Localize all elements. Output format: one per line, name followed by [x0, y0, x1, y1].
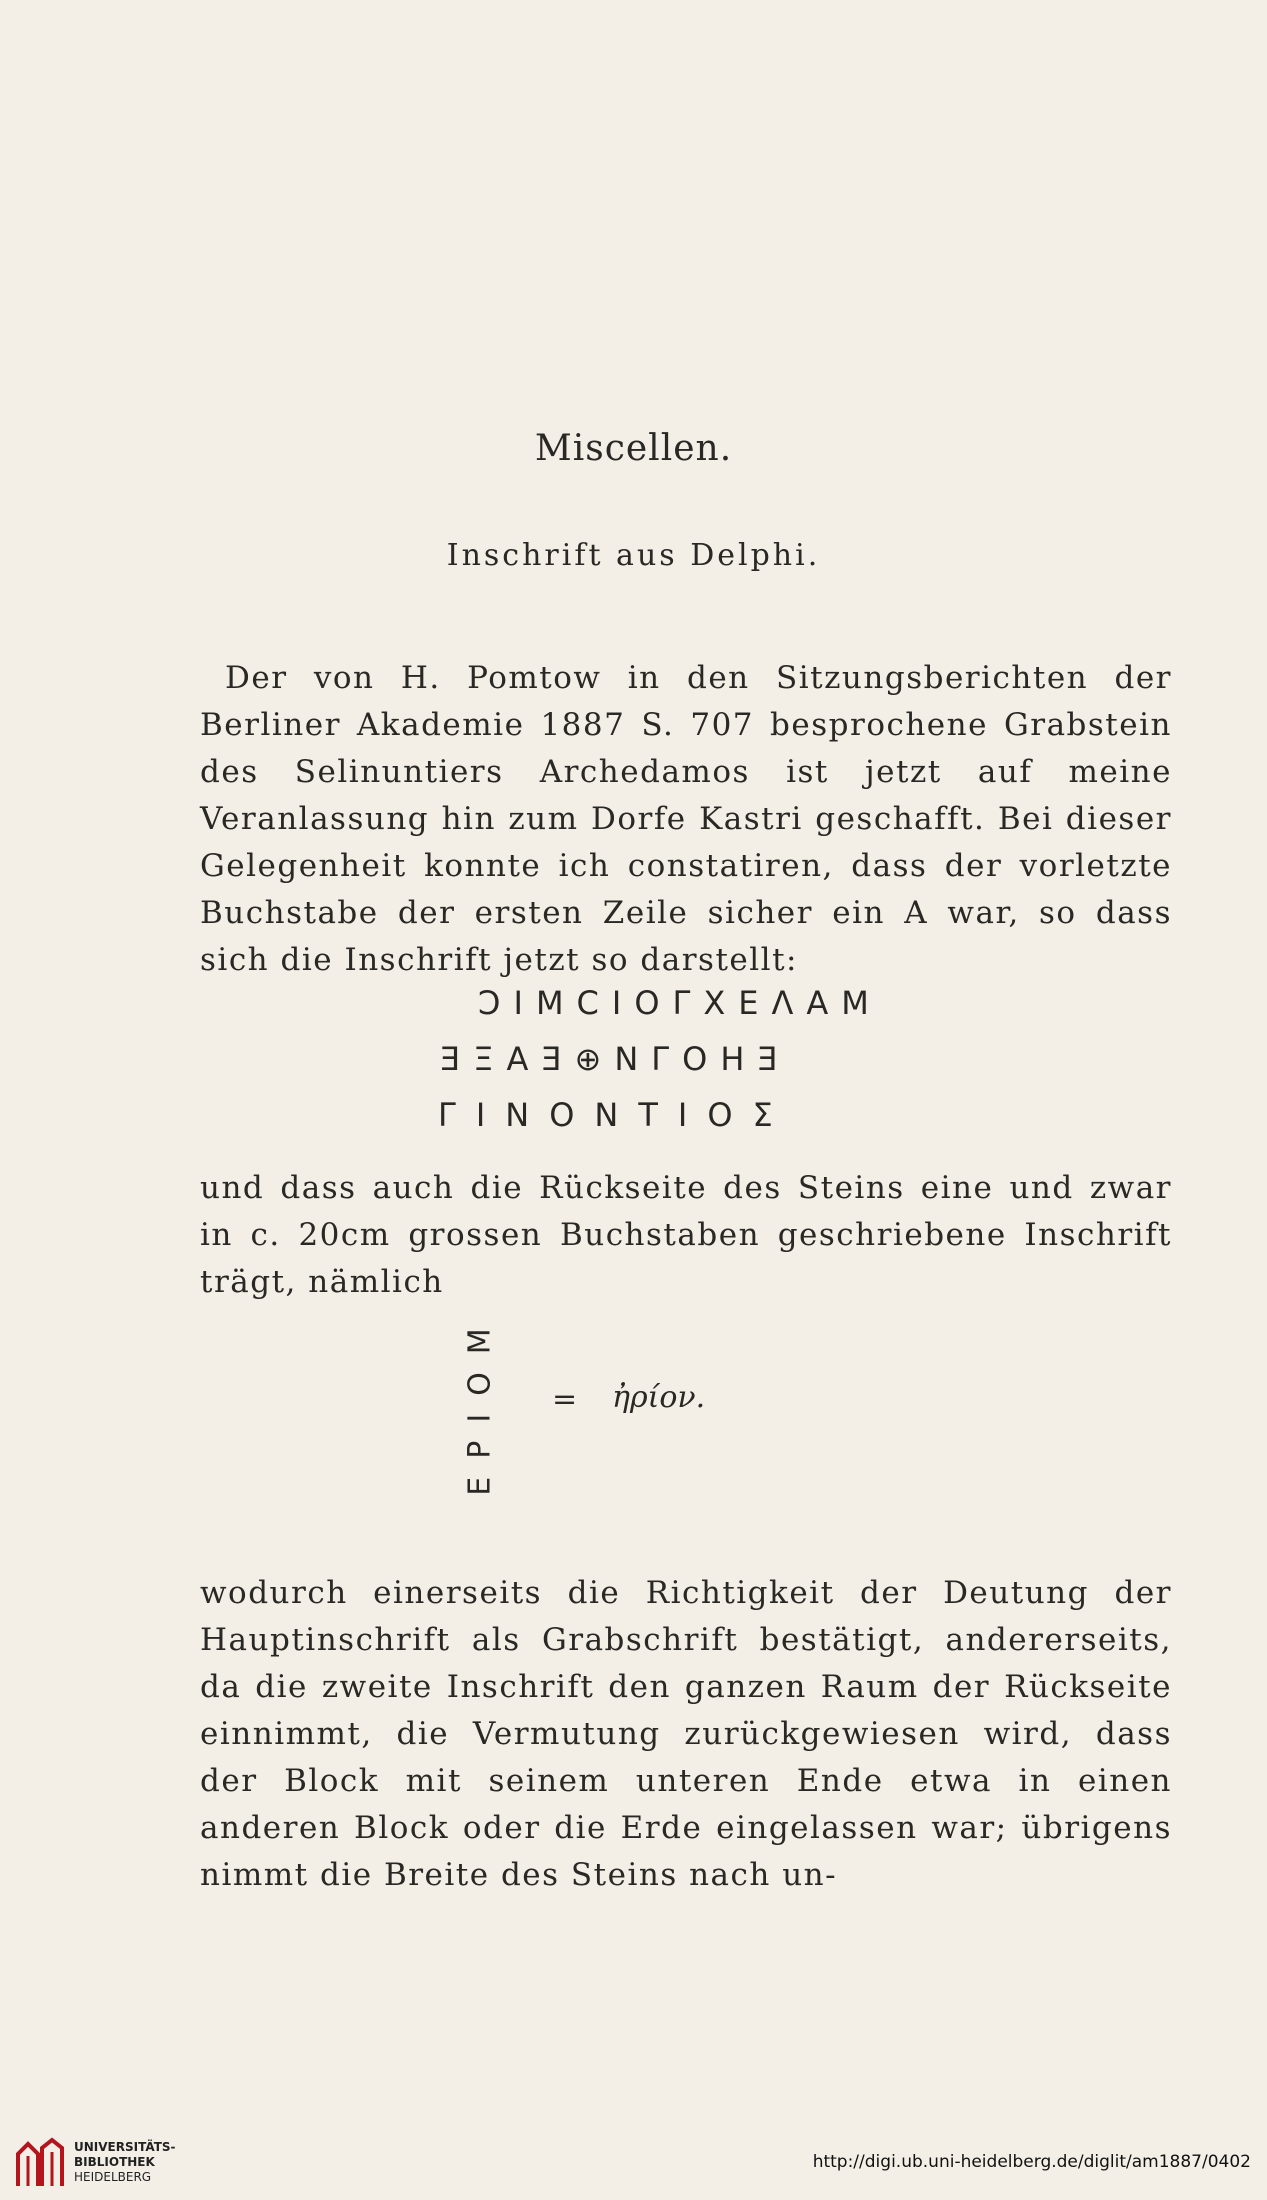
inscription-block	[400, 975, 920, 1143]
inscription-line-3: ΓΙΝΟΝΤΙΟΣ	[438, 1096, 793, 1134]
library-name	[74, 2140, 176, 2185]
library-line-2: BIBLIOTHEK	[74, 2155, 155, 2169]
back-inscription	[460, 1310, 500, 1496]
greek-word: ἠρίον.	[612, 1380, 706, 1415]
inscription-line-2: ƎΞΑƎ⊕ΝΓΟΗƎ	[440, 1040, 791, 1078]
section-title: Miscellen.	[534, 428, 733, 469]
paragraph-3: wodurch einerseits die Richtigkeit der Deutung der Hauptinschrift als Grabschrift bestätigt, andererseits, da die zweite Inschrift den ganzen Raum der Rückseite einnimmt, die Vermutung zurückgewiesen wird, dass der Block mit seinem unteren Ende etwa in einen anderen Block oder die Erde eingelassen war; übrigens nimmt die Breite des Steins nach un-	[200, 1575, 1172, 1893]
inscription-line-1: ϽΙΜϹΙΟΓΧΕΛΑΜ	[478, 984, 882, 1022]
article-subtitle: Inschrift aus Delphi.	[446, 538, 821, 573]
source-url-link[interactable]: http://digi.ub.uni-heidelberg.de/diglit/am1887/0402	[812, 2152, 1251, 2172]
equals-sign: =	[552, 1382, 578, 1417]
paragraph-2: und dass auch die Rückseite des Steins eine und zwar in c. 20cm grossen Buchstaben geschriebene Inschrift trägt, nämlich	[200, 1170, 1172, 1300]
library-line-1: UNIVERSITÄTS-	[74, 2140, 176, 2154]
library-line-3: HEIDELBERG	[74, 2170, 152, 2184]
paragraph-1: Der von H. Pomtow in den Sitzungsberichten der Berliner Akademie 1887 S. 707 besprochene Grabstein des Selinuntiers Archedamos ist jetzt auf meine Veranlassung hin zum Dorfe Kastri geschafft. Bei dieser Gelegenheit konnte ich constatiren, dass der vorletzte Buchstabe der ersten Zeile sicher ein A war, so dass sich die Inschrift jetzt so darstellt:	[200, 660, 1172, 978]
ub-heidelberg-logo-icon	[14, 2136, 66, 2190]
back-inscription-text: ΕΡΙΟΜ	[462, 1310, 498, 1496]
